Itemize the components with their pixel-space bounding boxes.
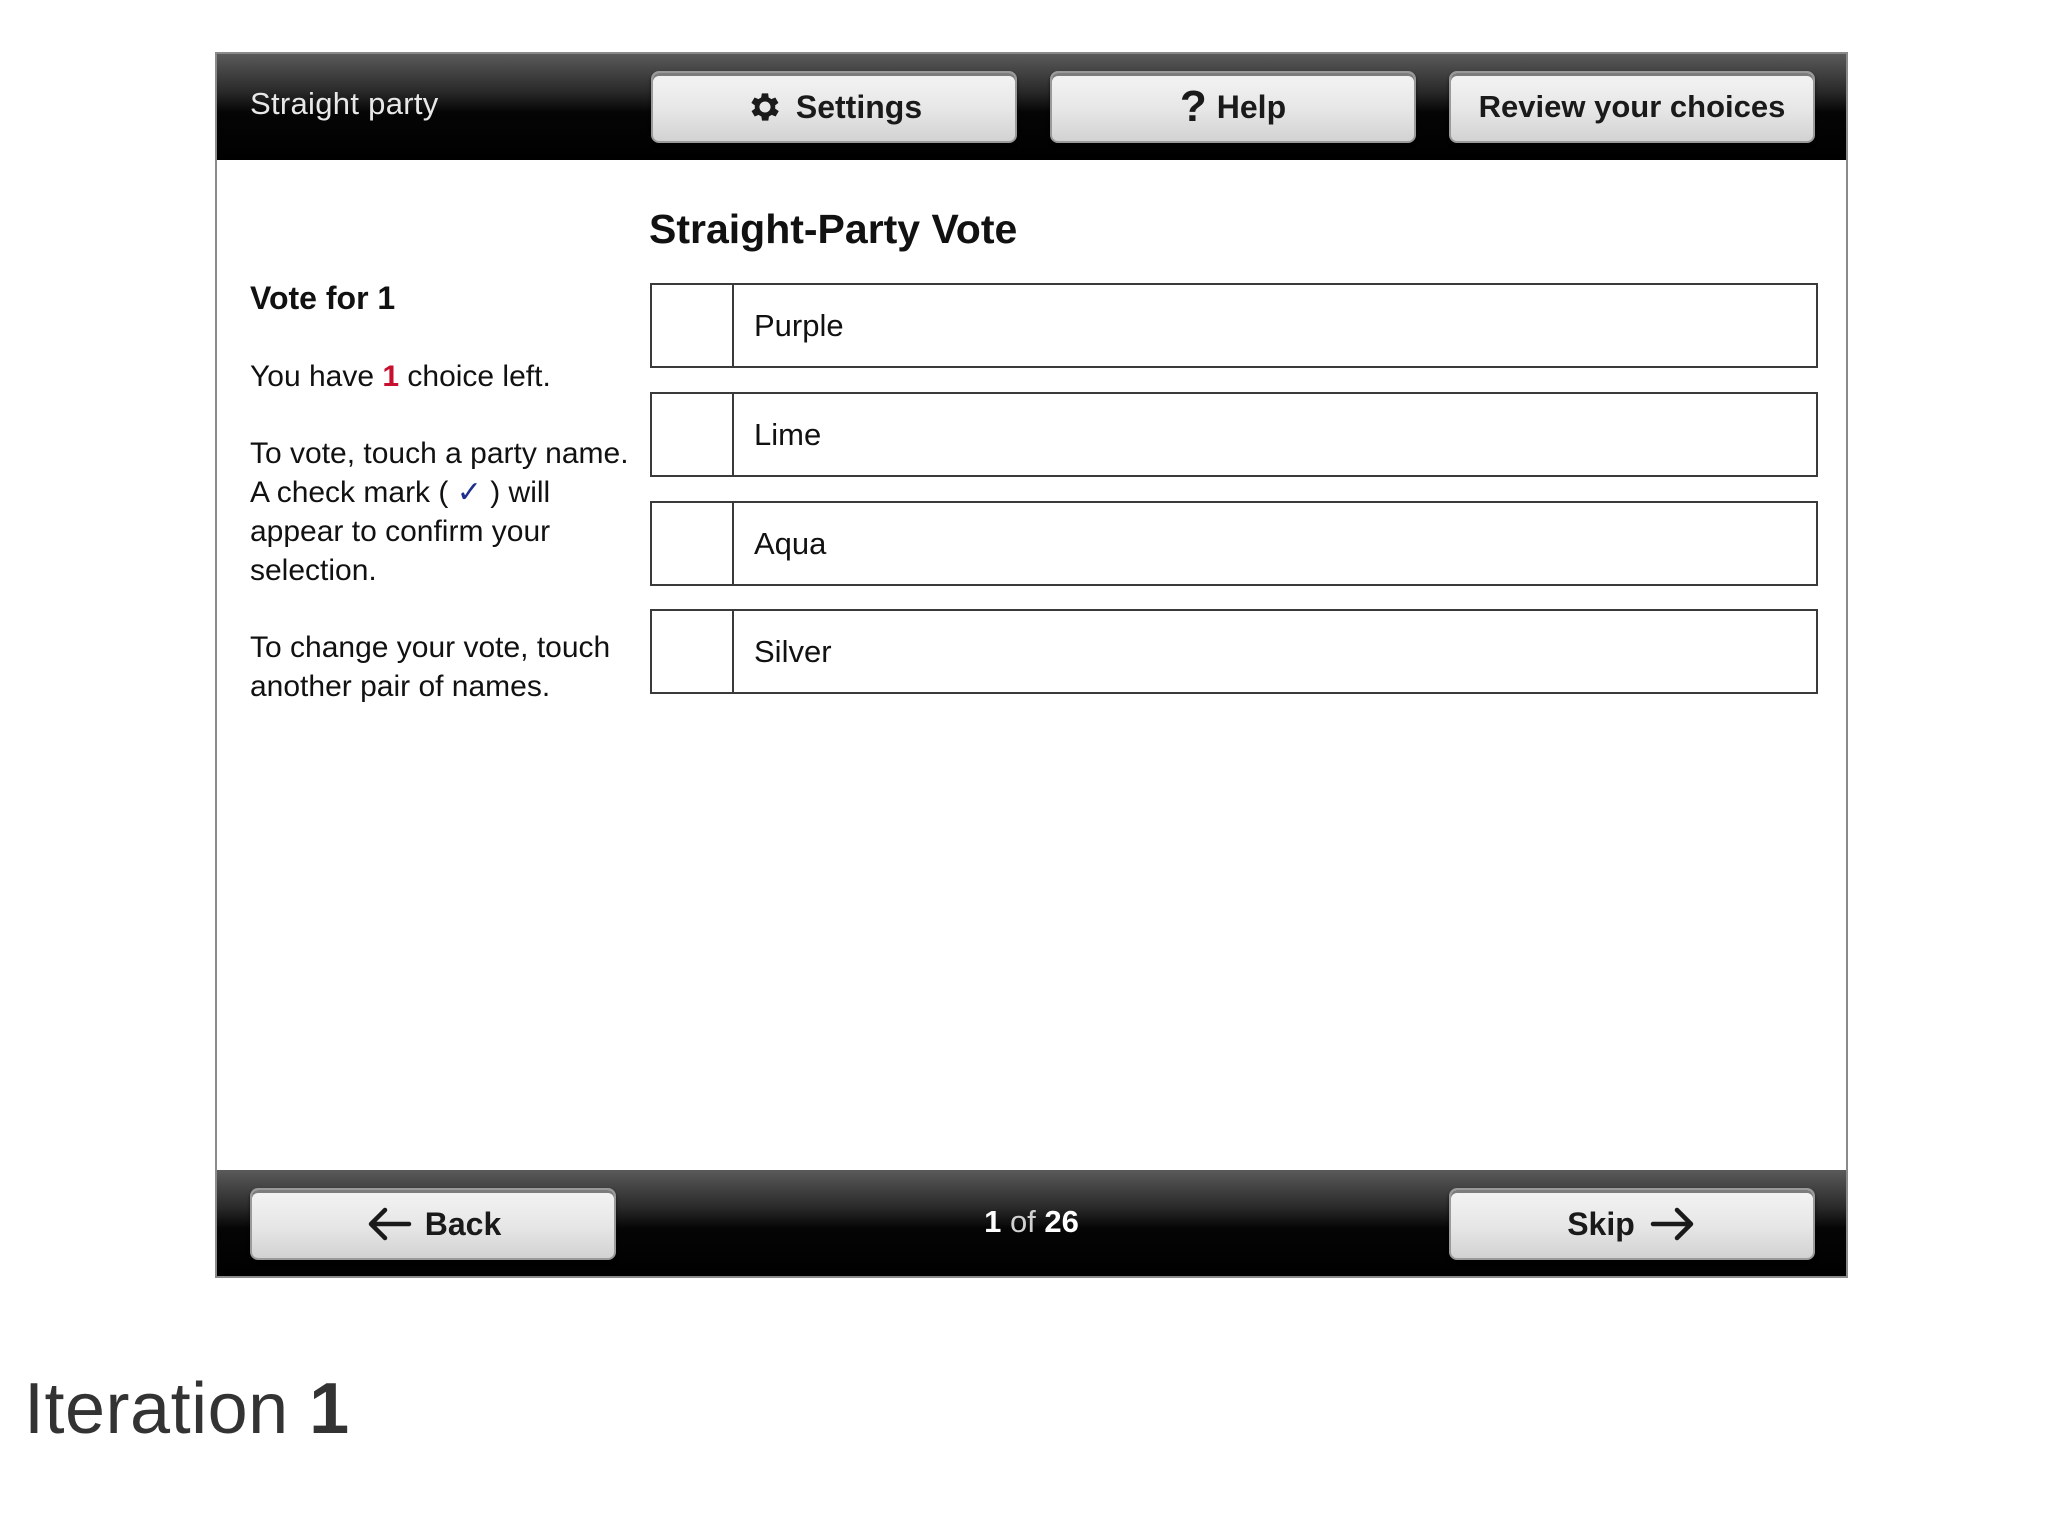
top-bar bbox=[217, 54, 1846, 160]
screen-title: Straight party bbox=[250, 86, 439, 121]
choices-left-count: 1 bbox=[382, 360, 400, 393]
party-name: Lime bbox=[754, 416, 822, 452]
check-mark-icon: ✓ bbox=[456, 476, 482, 509]
skip-label: Skip bbox=[1567, 1205, 1635, 1242]
gear-icon bbox=[746, 88, 784, 126]
caption-prefix: Iteration bbox=[24, 1369, 310, 1449]
page-current: 1 bbox=[984, 1204, 1002, 1239]
iteration-caption bbox=[24, 1368, 350, 1450]
page-total: 26 bbox=[1044, 1204, 1079, 1239]
help-button[interactable] bbox=[1050, 71, 1416, 143]
selection-checkbox[interactable] bbox=[652, 285, 734, 366]
question-mark-icon: ? bbox=[1179, 82, 1207, 131]
settings-label: Settings bbox=[795, 88, 923, 125]
skip-button[interactable] bbox=[1449, 1188, 1815, 1260]
back-label: Back bbox=[424, 1205, 502, 1242]
party-option-purple[interactable] bbox=[650, 283, 1818, 368]
party-option-lime[interactable] bbox=[650, 392, 1818, 477]
how-to-vote-part2: ) will appear to confirm your selection. bbox=[250, 476, 551, 587]
selection-checkbox[interactable] bbox=[652, 503, 734, 584]
review-choices-button[interactable] bbox=[1449, 71, 1815, 143]
vote-for-heading: Vote for 1 bbox=[250, 280, 396, 316]
help-label: Help bbox=[1216, 88, 1287, 125]
choices-left-suffix: choice left. bbox=[399, 360, 551, 393]
instructions-panel bbox=[250, 280, 650, 744]
caption-number: 1 bbox=[309, 1369, 350, 1449]
arrow-right-icon bbox=[1649, 1206, 1697, 1242]
party-name: Silver bbox=[754, 633, 832, 669]
review-label: Review your choices bbox=[1478, 89, 1786, 124]
selection-checkbox[interactable] bbox=[652, 611, 734, 692]
page-of: of bbox=[1001, 1204, 1045, 1239]
bottom-bar bbox=[217, 1170, 1846, 1276]
party-option-aqua[interactable] bbox=[650, 501, 1818, 586]
party-name: Aqua bbox=[754, 525, 827, 561]
how-to-vote-part1: To vote, touch a party name. A check mark ( bbox=[250, 437, 629, 509]
change-vote-text: To change your vote, touch another pair of names. bbox=[250, 631, 611, 703]
voting-screen bbox=[215, 52, 1848, 1278]
choices-left-prefix: You have bbox=[250, 360, 383, 393]
party-option-silver[interactable] bbox=[650, 609, 1818, 694]
selection-checkbox[interactable] bbox=[652, 394, 734, 475]
settings-button[interactable] bbox=[651, 71, 1017, 143]
ballot-title: Straight-Party Vote bbox=[649, 206, 1018, 252]
party-name: Purple bbox=[754, 307, 844, 343]
how-to-vote-text bbox=[250, 434, 650, 590]
choices-left-text bbox=[250, 357, 650, 396]
